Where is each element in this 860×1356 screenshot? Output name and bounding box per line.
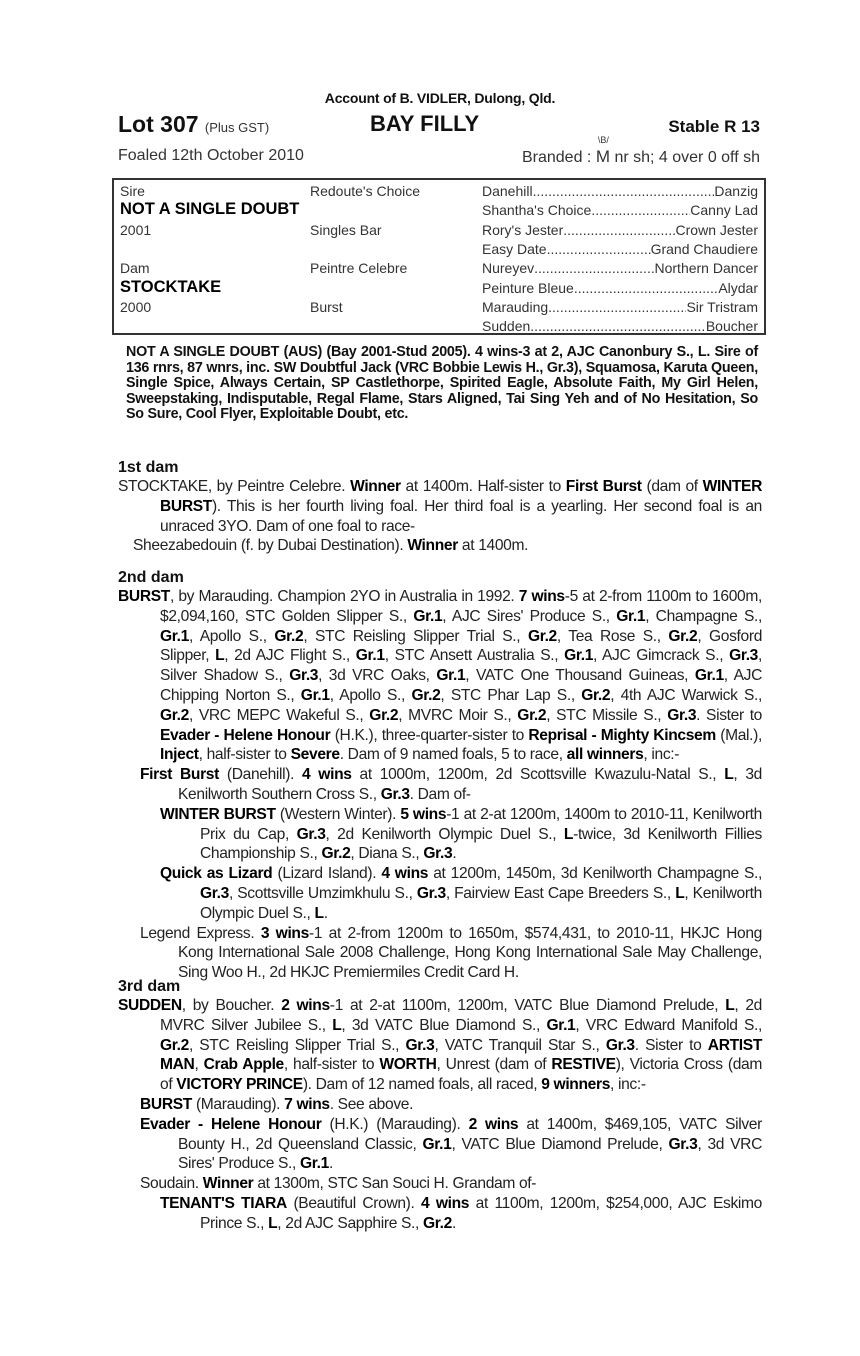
bold-run: Gr.3 [416,884,446,902]
pedigree-great-grandparent [482,222,758,238]
text-run: , Kenilworth Olympic Duel S., [200,884,762,922]
text-run: , 2d AJC Flight S., [224,647,356,665]
text-run: , 4th AJC Warwick S., [610,686,763,704]
text-run: at 1400m. Half-sister to [400,478,566,495]
text-run: at 1200m, 1450m, 3d Kenilworth Champagne S., [428,865,762,883]
bold-run: Gr.3 [200,884,229,902]
ancestor-name: Nureyev [482,260,535,277]
produce-record [118,1194,762,1234]
lot-label: Lot 307 [118,111,199,137]
bold-run: Gr.3 [380,785,410,803]
text-run: Soudain. [140,1175,203,1193]
text-run: , VRC MEPC Wakeful S., [188,706,370,724]
text-run: , 2d AJC Sapphire S., [277,1214,424,1232]
horse-description: BAY FILLY [370,111,480,136]
bold-run: 4 wins [421,1194,470,1212]
sire-summary: NOT A SINGLE DOUBT (AUS) (Bay 2001-Stud 2005). 4 wins-3 at 2, AJC Canonbury S., L. Sire of 136 rnrs, 87 wnrs, inc. SW Doubtful Jack (VRC Bobbie Lewis H., Gr.3), Squamosa, Karuta Queen, Single Spice, Always Certain, SP Castlethorpe, Spirited Eagle, Absolute Faith, My Girl Helen, Sweepstaking, Indisputable, Regal Flame, Stars Aligned, Tai Sing Yeh and of No Hesitation, So So Sure, Cool Flyer, Exploitable Doubt, etc. [126,344,758,423]
text-run: , Gosford Slipper, [160,627,763,665]
bold-run: Gr.1 [564,647,594,665]
text-run: , by Boucher. [181,997,282,1014]
text-run: Sheezabedouin (f. by Dubai Destination). [133,537,408,555]
ancestor-name: Peinture Bleue [482,279,574,296]
text-run: , Apollo S., [329,686,412,704]
produce-record [118,1095,762,1115]
bold-run: 4 wins [381,865,429,883]
text-run: -1 at 2-at 1100m, 1200m, VATC Blue Diamond Prelude, [329,997,726,1014]
pedigree-great-grandparent [482,241,758,257]
bold-run: L [725,997,735,1014]
bold-run: Gr.2 [411,686,441,704]
text-run: (Western Winter). [275,805,401,823]
bold-run: Gr.3 [296,825,326,843]
ancestor-sire: Northern Dancer [654,260,758,277]
bold-run: Gr.1 [694,667,724,685]
bold-run: 3 wins [260,924,309,942]
text-run: , 3d VRC Oaks, [318,667,437,685]
bold-run: 2 wins [468,1115,519,1133]
ancestor-name: Rory's Jester [482,221,564,238]
bold-run: Gr.2 [423,1214,452,1232]
dam-section [118,568,762,983]
ancestor-sire: Grand Chaudiere [650,240,758,257]
text-run: , 2d Kenilworth Olympic Duel S., [325,825,564,843]
bold-run: Gr.2 [160,706,189,724]
ancestor-name: Marauding [482,298,549,315]
bold-run: Gr.1 [300,686,330,704]
text-run: , inc:- [643,746,680,764]
pedigree-parent: 2001 [120,221,152,238]
branded-details: nr sh; 4 over 0 off sh [614,149,760,166]
text-run: . [452,845,457,863]
text-run: at 1400m. [457,537,529,555]
bold-run: L [268,1214,278,1232]
bold-run: WINTER BURST [160,478,763,515]
bold-run: Winner [407,537,458,555]
bold-run: Gr.1 [422,1135,452,1153]
bold-run: Gr.1 [616,607,646,625]
text-run: -5 at 2-from 1100m to 1600m, $2,094,160, STC Golden Slipper S., [160,588,762,625]
bold-run: 9 winners [541,1076,611,1094]
bold-run: Gr.3 [605,1036,635,1054]
bold-run: BURST [118,588,170,605]
pedigree-row [114,258,764,278]
ancestor-name: Easy Date [482,240,547,257]
text-run: , AJC Sires' Produce S., [442,607,617,625]
pedigree-row [114,316,764,336]
text-run: . See above. [329,1095,414,1113]
bold-run: Gr.3 [423,845,453,863]
bold-run: Severe [290,746,340,764]
text-run: , by Marauding. Champion 2YO in Australia in 1992. [169,588,519,605]
bold-run: Gr.2 [668,627,698,645]
leader-dots [574,280,718,296]
bold-run: L [332,1016,342,1034]
pedigree-great-grandparent [482,260,758,276]
ancestor-sire: Alydar [718,279,758,296]
bold-run: BURST [140,1095,192,1113]
dam-heading: 2nd dam [118,569,184,586]
bold-run: Evader - Helene Honour [160,726,331,744]
produce-record [118,765,762,805]
bold-run: 4 wins [302,766,352,784]
text-run: -1 at 2-from 1200m to 1650m, $574,431, to 2010-11, HKJC Hong Kong International Sale 2008 Challenge, Hong Kong International Sale May Challenge, Sing Woo H., 2d HKJC Premiermiles Credit Card H. [178,924,762,982]
bold-run: RESTIVE [551,1056,616,1074]
text-run: , VRC Edward Manifold S., [575,1016,762,1034]
text-run: Legend Express. [140,924,261,942]
bold-run: Gr.1 [546,1016,576,1034]
pedigree-great-grandparent [482,183,758,199]
text-run: , 2d MVRC Silver Jubilee S., [160,997,762,1034]
text-run: , Diana S., [350,845,424,863]
foaled-date: Foaled 12th October 2010 [118,147,304,164]
text-run: (Danehill). [218,766,303,784]
bold-run: Gr.2 [517,706,547,724]
bold-run: First Burst [565,478,642,495]
leader-dots [534,260,654,276]
leader-dots [591,202,690,218]
leader-dots [533,183,715,199]
text-run: (Lizard Island). [272,865,382,883]
pedigree-row [114,181,764,201]
leader-dots [547,241,651,257]
text-run: STOCKTAKE, by Peintre Celebre. [118,478,351,495]
text-run: ), Victoria Cross (dam of [160,1056,762,1094]
gst-note: (Plus GST) [204,120,270,135]
text-run: . [328,1155,333,1173]
bold-run: 7 wins [284,1095,330,1113]
text-run: , STC Ansett Australia S., [384,647,565,665]
bold-run: Gr.3 [289,667,319,685]
text-run: at 1300m, STC San Souci H. Grandam of- [253,1175,537,1193]
text-run: (Mal.), [715,726,762,744]
ancestor-name: Sudden [482,318,531,335]
text-run: -1 at 2-at 1200m, 1400m to 2010-11, Kenilworth Prix du Cap, [200,805,762,843]
bold-run: 7 wins [518,588,565,605]
text-run: (H.K.), three-quarter-sister to [330,726,529,744]
dam-heading: 1st dam [118,459,179,476]
text-run: , [194,1056,204,1074]
bold-run: SUDDEN [118,997,182,1014]
produce-record [118,924,762,983]
ancestor-sire: Boucher [705,318,758,335]
pedigree-great-grandparent [482,280,758,296]
bold-run: WINTER BURST [160,805,276,823]
bold-run: ARTIST MAN [160,1036,762,1074]
text-run: (Marauding). [191,1095,285,1113]
text-run: , Silver Shadow S., [160,647,762,685]
text-run: . Dam of 9 named foals, 5 to race, [339,746,567,764]
bold-run: L [215,647,225,665]
produce-record [118,1115,762,1174]
pedigree-great-grandparent [482,299,758,315]
text-run: , 3d VATC Blue Diamond S., [341,1016,547,1034]
pedigree-grandparent: Singles Bar [310,221,382,238]
bold-run: Gr.2 [160,1036,189,1054]
text-run: . Sister to [696,706,763,724]
bold-run: Gr.3 [405,1036,435,1054]
bold-run: WORTH [379,1056,437,1074]
bold-run: Gr.3 [667,706,697,724]
text-run: at 1400m, $469,105, VATC Silver Bounty H., 2d Queensland Classic, [178,1115,762,1153]
dam-section [118,977,762,1234]
pedigree-great-grandparent [482,318,758,334]
pedigree-row [114,278,764,298]
text-run: , 3d Kenilworth Southern Cross S., [178,766,762,803]
produce-record [118,996,762,1095]
produce-record [118,536,762,556]
bold-run: Gr.2 [527,627,557,645]
leader-dots [530,318,706,334]
ancestor-name: Shantha's Choice [482,202,592,219]
bold-run: L [314,904,324,922]
bold-run: 2 wins [281,997,330,1014]
dam-section [118,458,762,556]
pedigree-row [114,239,764,259]
text-run: , AJC Chipping Norton S., [160,667,762,704]
bold-run: Gr.2 [581,686,611,704]
bold-run: all winners [566,746,644,764]
text-run: , 3d VRC Sires' Produce S., [178,1135,763,1173]
text-run: , STC Missile S., [546,706,668,724]
bold-run: Gr.3 [729,647,759,665]
text-run: -twice, 3d Kenilworth Fillies Championship S., [200,825,763,863]
text-run: at 1000m, 1200m, 2d Scottsville Kwazulu-Natal S., [351,766,725,784]
text-run: (dam of [641,478,703,495]
bold-run: Winner [350,478,401,495]
ancestor-sire: Danzig [714,183,758,199]
text-run: , MVRC Moir S., [398,706,518,724]
ancestor-name: Danehill [482,183,533,199]
pedigree-grandparent: Redoute's Choice [310,183,421,199]
pedigree-table [112,178,766,335]
dam-heading: 3rd dam [118,978,181,995]
bold-run: Reprisal - Mighty Kincsem [528,726,716,744]
lot-number [118,111,269,138]
pedigree-parent: 2000 [120,298,152,315]
bold-run: VICTORY PRINCE [176,1076,303,1094]
brand-mark: M [595,147,610,166]
produce-record [118,805,762,864]
ancestor-sire: Sir Tristram [686,298,758,315]
bold-run: Quick as Lizard [160,865,273,883]
text-run: , inc:- [610,1076,646,1094]
bold-run: L [563,825,574,843]
leader-dots [563,222,675,238]
produce-record [118,587,762,765]
pedigree-grandparent: Peintre Celebre [310,260,408,277]
text-run: (Beautiful Crown). [286,1194,422,1212]
text-run: (H.K.) (Marauding). [321,1115,469,1133]
bold-run: 5 wins [400,805,447,823]
bold-run: L [675,884,685,902]
text-run: at 1100m, 1200m, $254,000, AJC Eskimo Prince S., [200,1194,762,1232]
text-run: , STC Reisling Slipper Trial S., [303,627,528,645]
text-run: ). Dam of 12 named foals, all raced, [302,1076,542,1094]
bold-run: Inject [160,746,199,764]
leader-dots [548,299,686,315]
pedigree-row [114,220,764,240]
pedigree-parent: STOCKTAKE [120,277,222,296]
bold-run: Gr.1 [436,667,466,685]
bold-run: Evader - Helene Honour [140,1115,322,1133]
bold-run: First Burst [140,766,219,784]
produce-record [118,477,762,536]
bold-run: Gr.1 [355,647,385,665]
pedigree-parent: NOT A SINGLE DOUBT [120,200,300,219]
text-run: , Scottsville Umzimkhulu S., [228,884,417,902]
pedigree-parent: Sire [120,183,145,199]
bold-run: Gr.2 [321,845,351,863]
text-run: ). This is her fourth living foal. Her third foal is a yearling. Her second foal is an unraced 3YO. Dam of one foal to race- [160,497,762,535]
bold-run: Gr.3 [668,1135,698,1153]
text-run: , STC Reisling Slipper Trial S., [188,1036,406,1054]
brand-info [521,135,760,167]
text-run: , STC Phar Lap S., [440,686,582,704]
vendor-account: Account of B. VIDLER, Dulong, Qld. [324,90,556,106]
pedigree-row [114,297,764,317]
text-run: , Apollo S., [188,627,275,645]
text-run: , Unrest (dam of [436,1056,552,1074]
bold-run: Gr.1 [300,1155,329,1173]
text-run: , VATC Blue Diamond Prelude, [451,1135,669,1153]
bold-run: Gr.1 [160,627,189,645]
branded-label: Branded : [521,149,592,166]
text-run: , AJC Gimcrack S., [593,647,730,665]
stable-location: Stable R 13 [668,117,760,136]
bold-run: Gr.2 [369,706,399,724]
text-run: , VATC One Thousand Guineas, [465,667,695,685]
bold-run: TENANT'S TIARA [160,1194,287,1212]
text-run: , Tea Rose S., [556,627,669,645]
pedigree-grandparent: Burst [310,298,343,315]
pedigree-great-grandparent [482,202,758,218]
bold-run: Gr.1 [413,607,443,625]
text-run: , half-sister to [283,1056,380,1074]
text-run: , Champagne S., [645,607,762,625]
produce-record [118,1174,762,1194]
text-run: . Sister to [634,1036,708,1054]
text-run: . [451,1214,456,1232]
text-run: , half-sister to [198,746,291,764]
text-run: , VATC Tranquil Star S., [434,1036,606,1054]
text-run: . Dam of- [409,785,471,803]
pedigree-row [114,200,764,220]
produce-record [118,864,762,923]
bold-run: L [724,766,734,784]
bold-run: Crab Apple [203,1056,284,1074]
text-run: . [323,904,328,922]
pedigree-parent: Dam [120,260,150,277]
bold-run: Gr.2 [274,627,304,645]
brand-mark-icon [595,135,610,167]
ancestor-sire: Crown Jester [675,221,758,238]
ancestor-sire: Canny Lad [690,202,758,219]
text-run: , Fairview East Cape Breeders S., [445,884,676,902]
brand-mark-sup: \B/ [597,135,609,145]
bold-run: Winner [202,1175,254,1193]
